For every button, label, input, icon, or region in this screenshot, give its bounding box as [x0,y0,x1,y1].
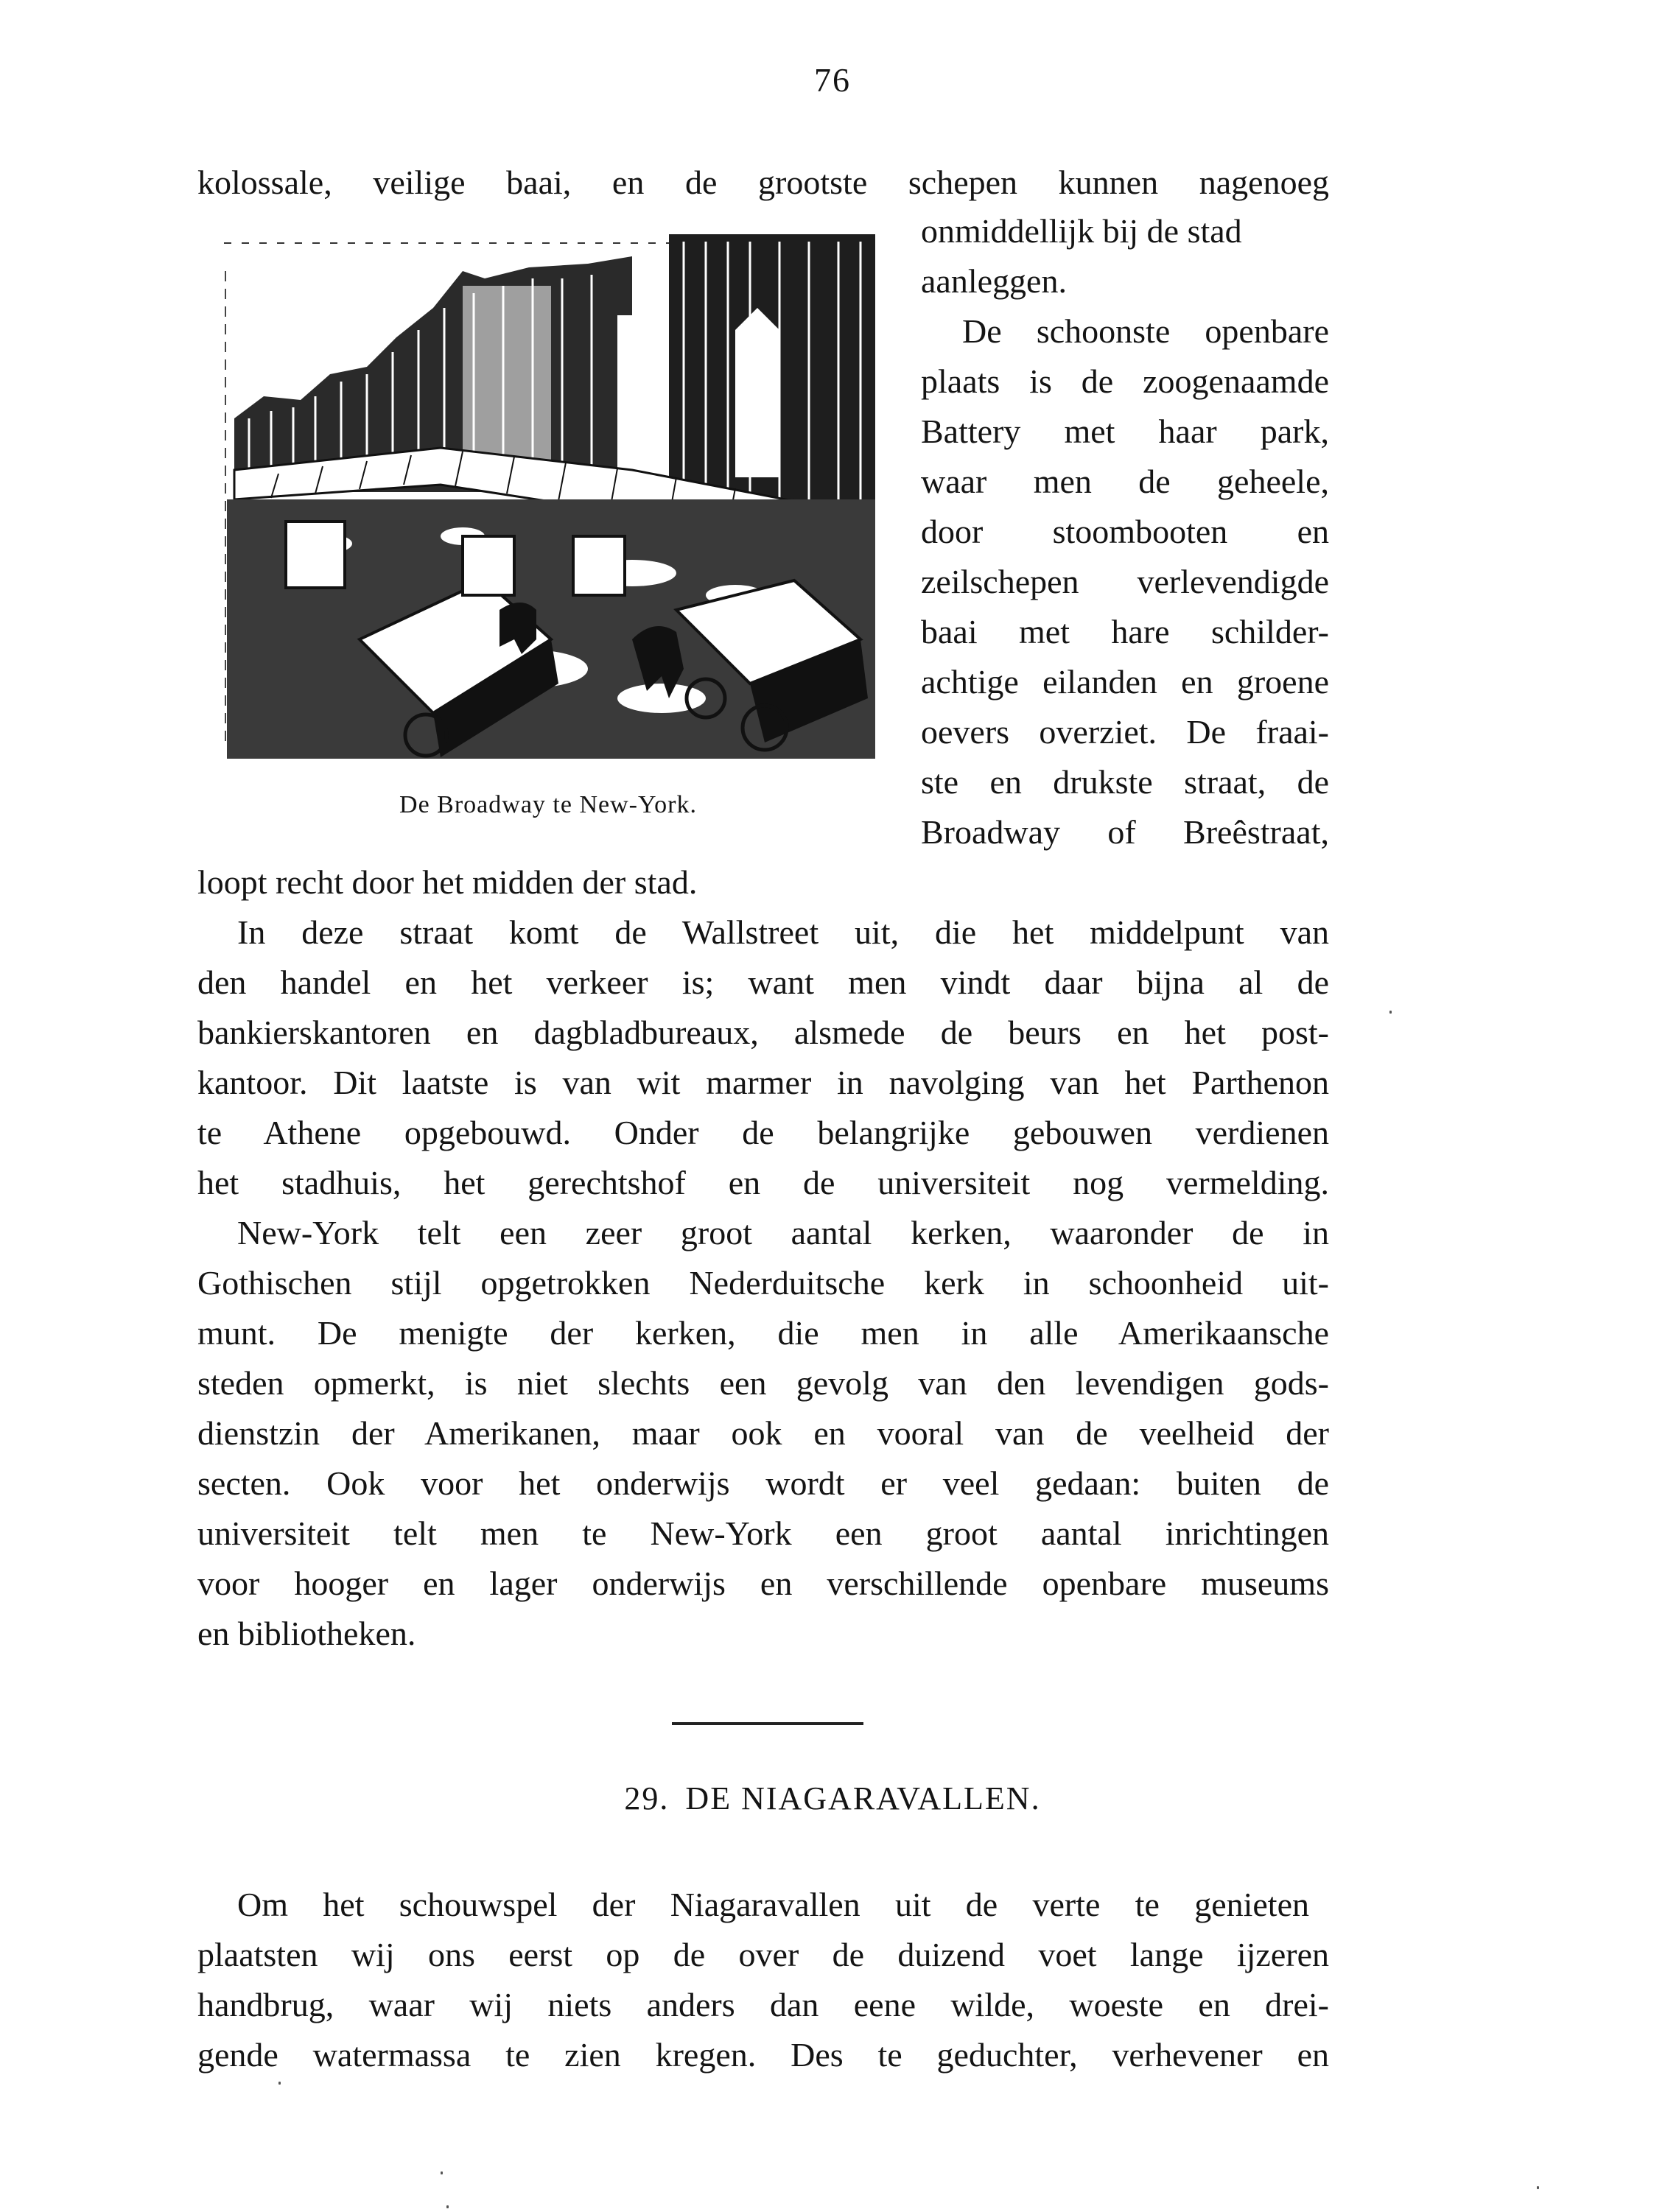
chapter-heading [0,1780,1665,1817]
scan-speck [1389,1011,1392,1014]
text-line: secten. Ook voor het onderwijs wordt er veel gedaan: buiten de [197,1464,1329,1502]
text-line: Gothischen stijl opgetrokken Nederduitsche kerk in schoonheid uit- [197,1264,1329,1302]
text-line: plaatsten wij ons eerst op de over de duizend voet lange ijzeren [197,1936,1329,1973]
paragraph-start-line: New-York telt een zeer groot aantal kerken, waaronder de in [237,1214,1329,1251]
scan-speck [278,2082,281,2085]
street-scene-illustration-icon [220,227,877,759]
text-line: steden opmerkt, is niet slechts een gevolg van den levendigen gods- [197,1364,1329,1402]
scan-speck [446,2205,449,2208]
text-line: kantoor. Dit laatste is van wit marmer in navolging van het Parthenon [197,1064,1329,1101]
scan-speck [1537,2186,1539,2189]
text-line: voor hooger en lager onderwijs en verschillende openbare museums [197,1565,1329,1602]
chapter-title: DE NIAGARAVALLEN. [685,1780,1041,1816]
text-line: achtige eilanden en groene [921,663,1329,701]
text-line: en bibliotheken. [197,1615,416,1652]
paragraph-start-line: Om het schouwspel der Niagaravallen uit de verte te genieten [237,1886,1309,1923]
broadway-engraving [220,227,877,759]
text-line: kolossale, veilige baai, en de grootste schepen kunnen nagenoeg [197,164,1329,201]
text-line: universiteit telt men te New-York een groot aantal inrichtingen [197,1514,1329,1552]
text-line: oevers overziet. De fraai- [921,713,1329,751]
text-line: waar men de geheele, [921,463,1329,500]
text-line: baai met hare schilder- [921,613,1329,650]
text-line: zeilschepen verlevendigde [921,563,1329,600]
text-line: De schoonste openbare [962,312,1329,350]
text-line: munt. De menigte der kerken, die men in alle Amerikaansche [197,1314,1329,1352]
text-line: den handel en het verkeer is; want men vindt daar bijna al de [197,963,1329,1001]
text-line: door stoombooten en [921,513,1329,550]
text-line: Broadway of Breêstraat, [921,813,1329,851]
text-line: ste en drukste straat, de [921,763,1329,801]
text-line: handbrug, waar wij niets anders dan eene wilde, woeste en drei- [197,1986,1329,2023]
text-line: gende watermassa te zien kregen. Des te geduchter, verhevener en [197,2036,1329,2074]
text-line: plaats is de zoogenaamde [921,362,1329,400]
section-divider [672,1722,863,1725]
text-line: Battery met haar park, [921,412,1329,450]
text-line: onmiddellijk bij de stad [921,212,1242,250]
text-line: het stadhuis, het gerechtshof en de universiteit nog vermelding. [197,1164,1329,1201]
chapter-number: 29. [624,1780,670,1816]
text-line: te Athene opgebouwd. Onder de belangrijke gebouwen verdienen [197,1114,1329,1151]
text-line: aanleggen. [921,262,1067,300]
figure-caption: De Broadway te New-York. [399,791,697,818]
text-line: loopt recht door het midden der stad. [197,863,698,901]
text-line: bankierskantoren en dagbladbureaux, alsmede de beurs en het post- [197,1014,1329,1051]
page-number: 76 [814,61,851,99]
text-line: dienstzin der Amerikanen, maar ook en vooral van de veelheid der [197,1414,1329,1452]
paragraph-start-line: In deze straat komt de Wallstreet uit, die het middelpunt van [237,913,1329,951]
scan-speck [441,2171,443,2174]
